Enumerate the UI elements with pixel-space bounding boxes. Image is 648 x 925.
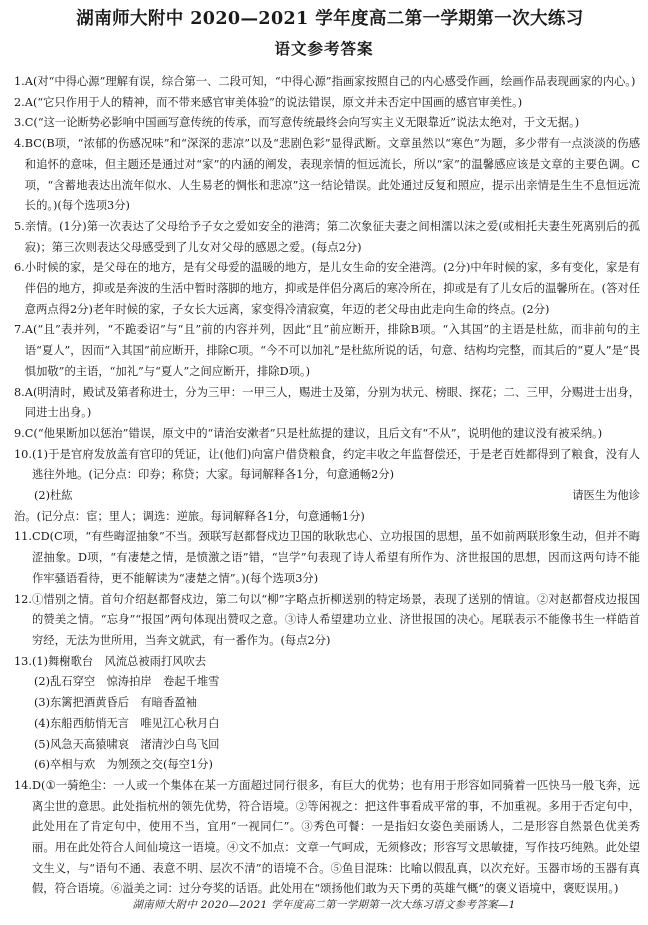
answer-text: A(“且”表并列，“不跪委诏”与“且”前的内容并列，因此“且”前应断开，排除B项。“入其国”的主语是杜紘，而非前句的主语“夏人”，因而“入其国”前应断开，排除C项。“今不可以加礼”是杜紘所说的话，句意、结构均完整，而其后的“夏人”是“畏惧加敬”的主语，“加礼”与“夏人”之间应断开，排除D项。) xyxy=(24,323,640,378)
answer-number: 12. xyxy=(14,592,32,606)
answer-text: 亲情。(1分)第一次表达了父母给予子女之爱如安全的港湾；第二次象征夫妻之间相濡以沫之爱(或相托夫妻生死离别后的孤寂)；第三次则表达父母感受到了儿女对父母的感恩之爱。(每点2分) xyxy=(24,219,640,254)
dictation-line: (6)卒相与欢 为刎颈之交(每空1分) xyxy=(34,758,213,772)
answer-number: 1. xyxy=(14,75,25,88)
answer-text: (2)杜紘 xyxy=(34,489,73,503)
dictation-line: (1)舞榭歌台 风流总被雨打风吹去 xyxy=(31,654,207,668)
dictation-row xyxy=(14,714,640,735)
answer-item-10-cont xyxy=(14,507,640,528)
answer-number: 14. xyxy=(14,778,32,792)
answer-number: 10. xyxy=(14,447,32,461)
answer-item-8 xyxy=(14,383,640,424)
answer-item-4 xyxy=(14,134,640,217)
answer-item-10-part2 xyxy=(14,486,640,507)
answer-item-10 xyxy=(14,445,640,486)
dictation-row xyxy=(14,755,640,776)
answer-number: 11. xyxy=(14,530,32,544)
page-title: 湖南师大附中 2020—2021 学年度高二第一学期第一次大练习 xyxy=(76,9,584,29)
answer-item-1 xyxy=(14,72,640,93)
answer-text: A(明清时，殿试及第者称进士，分为三甲：一甲三人，赐进士及第，分别为状元、榜眼、探花；二、三甲，分赐进士出身，同进士出身。) xyxy=(24,385,640,420)
dictation-row xyxy=(14,693,640,714)
dictation-line: (4)东船西舫悄无言 唯见江心秋月白 xyxy=(34,716,220,730)
answer-text: 小时候的家，是父母在的地方，是有父母爱的温暖的地方，是儿女生命的安全港湾。(2分)中年时候的家，多有变化，家是有伴侣的地方，抑或是奔波的生活中暂时落脚的地方，抑或是伴侣分离后的寒冷所在，抑或是有了儿女后的温馨所在。(答对任意两点得2分)老年时候的家，子女长大远离，家变得冷清寂寞，年迈的老父母由此走向生命的终点。(2分) xyxy=(24,261,640,316)
page-footer: 湖南师大附中 2020—2021 学年度高二第一学期第一次大练习语文参考答案—1 xyxy=(132,899,516,911)
answer-item-14 xyxy=(14,776,640,900)
answer-item-9 xyxy=(14,424,640,445)
answer-text: (1)于是官府发放盖有官印的凭证，让(他们)向富户借贷粮食，约定丰收之年监督偿还，于是老百姓都得到了粮食，没有人逃往外地。(记分点：印券；称贷；大家。每词解释各1分，句意通畅2分) xyxy=(31,447,640,482)
answer-text: A(“它只作用于人的精神，而不带来感官审美体验”的说法错误，原文并未否定中国画的感官审美性。) xyxy=(24,95,523,109)
answer-number: 13. xyxy=(14,654,32,668)
answer-text: CD(C项，“有些晦涩抽象”不当。颈联写赵都督戍边卫国的耿耿忠心、立功报国的思想，虽不如前两联形象生动，但并不晦涩抽象。D项，“有凄楚之情，是愤激之语”错，“岂学”句表现了诗人希望有所作为、济世报国的思想，因而这两句诗不能作牢骚语看待，更不能解读为“凄楚之情”。)(每个选项3分) xyxy=(31,530,640,585)
page-subtitle: 语文参考答案 xyxy=(274,39,374,58)
answer-text: D(①一骑绝尘：一人或一个集体在某一方面超过同行很多，有巨大的优势；也有用于形容如同骑着一匹快马一般飞奔，远离尘世的意思。此处指杭州的领先优势，符合语境。②等闲视之：把这件事看成平常的事，不加重视。多用于否定句中，此处用在了肯定句中，使用不当，宜用“一视同仁”。③秀色可餐：一是指妇女姿色美丽诱人，二是形容自然景色优美秀丽。用在此处符合人间仙境这一语境。④文不加点：文章一气呵成，无须修改；形容写文思敏捷，写作技巧纯熟。此处望文生义，与“语句不通、表意不明、层次不清”的语境不合。⑤鱼目混珠：比喻以假乱真，以次充好。玉器市场的玉器有真假，符合语境。⑥溢美之词：过分夸奖的话语。此处用在“颂扬他们敢为天下勇的英雄气概”的褒义语境中，褒贬误用。) xyxy=(31,778,640,896)
answer-text: BC(B项，“浓郁的伤感况味”和“深深的悲凉”以及“悲剧色彩”显得武断。文章虽然以“寒色”为题，多少带有一点淡淡的伤感和追怀的意味，但主题还是通过对“家”的内涵的阐发，表现亲情的恒远流长，所以“家”的温馨感应该是文章的主要色调。C项，“含蓄地表达出流年似水、人生易老的惆怅和悲凉”这一结论错误。此处通过反复和照应，提示出亲情是生生不息恒远流长的。)(每个选项3分) xyxy=(24,137,640,213)
dictation-line: (2)乱石穿空 惊涛拍岸 卷起千堆雪 xyxy=(34,675,220,689)
dictation-line: (5)风急天高猿啸哀 渚清沙白鸟飞回 xyxy=(34,737,220,751)
answer-item-7 xyxy=(14,320,640,382)
answer-item-13 xyxy=(14,652,640,673)
answer-text: C(“这一论断势必影响中国画写意传统的传承，而写意传统最终会向写实主义无限靠近”说法太绝对，于文无据。) xyxy=(24,116,580,130)
answer-item-6 xyxy=(14,258,640,320)
answer-item-2 xyxy=(14,93,640,114)
answer-number: 8. xyxy=(14,385,25,399)
dictation-row xyxy=(14,735,640,756)
answer-number: 2. xyxy=(14,95,25,109)
answer-item-3 xyxy=(14,113,640,134)
answer-text: ①惜别之情。首句介绍赵都督戍边，第二句以“柳”字略点折柳送别的特定场景，表现了送别的情谊。②对赵都督戍边报国的赞美之情。“忘身”“报国”两句体现出赞叹之意。③诗人希望建功立业、济世报国的决心。尾联表示不能像书生一样皓首穷经，无法为世所用，当奔文就武，有一番作为。(每点2分) xyxy=(31,592,640,647)
answer-list xyxy=(14,72,640,900)
answer-item-5 xyxy=(14,217,640,258)
answer-number: 9. xyxy=(14,426,25,440)
answer-text: 治。(记分点：宦；里人；调选：逆旅。每词解释各1分，句意通畅1分) xyxy=(14,509,365,523)
answer-number: 4. xyxy=(14,137,25,151)
answer-text: A(对“中得心源”理解有误，综合第一、二段可知，“中得心源”指画家按照自己的内心感受作画，绘画作品表现画家的内心。) xyxy=(24,75,636,88)
answer-number: 3. xyxy=(14,116,25,130)
dictation-line: (3)东篱把酒黄昏后 有暗香盈袖 xyxy=(34,696,197,710)
answer-number: 5. xyxy=(14,219,25,233)
answer-number: 6. xyxy=(14,261,25,275)
answer-text: C(“他果断加以惩治”错误，原文中的“请治安漱者”只是杜紘提的建议，且后文有“不从”，说明他的建议没有被采纳。) xyxy=(24,426,603,440)
answer-note: 请医生为他诊 xyxy=(572,489,640,503)
answer-item-11 xyxy=(14,527,640,589)
answer-item-12 xyxy=(14,590,640,652)
dictation-row xyxy=(14,672,640,693)
answer-number: 7. xyxy=(14,323,25,337)
